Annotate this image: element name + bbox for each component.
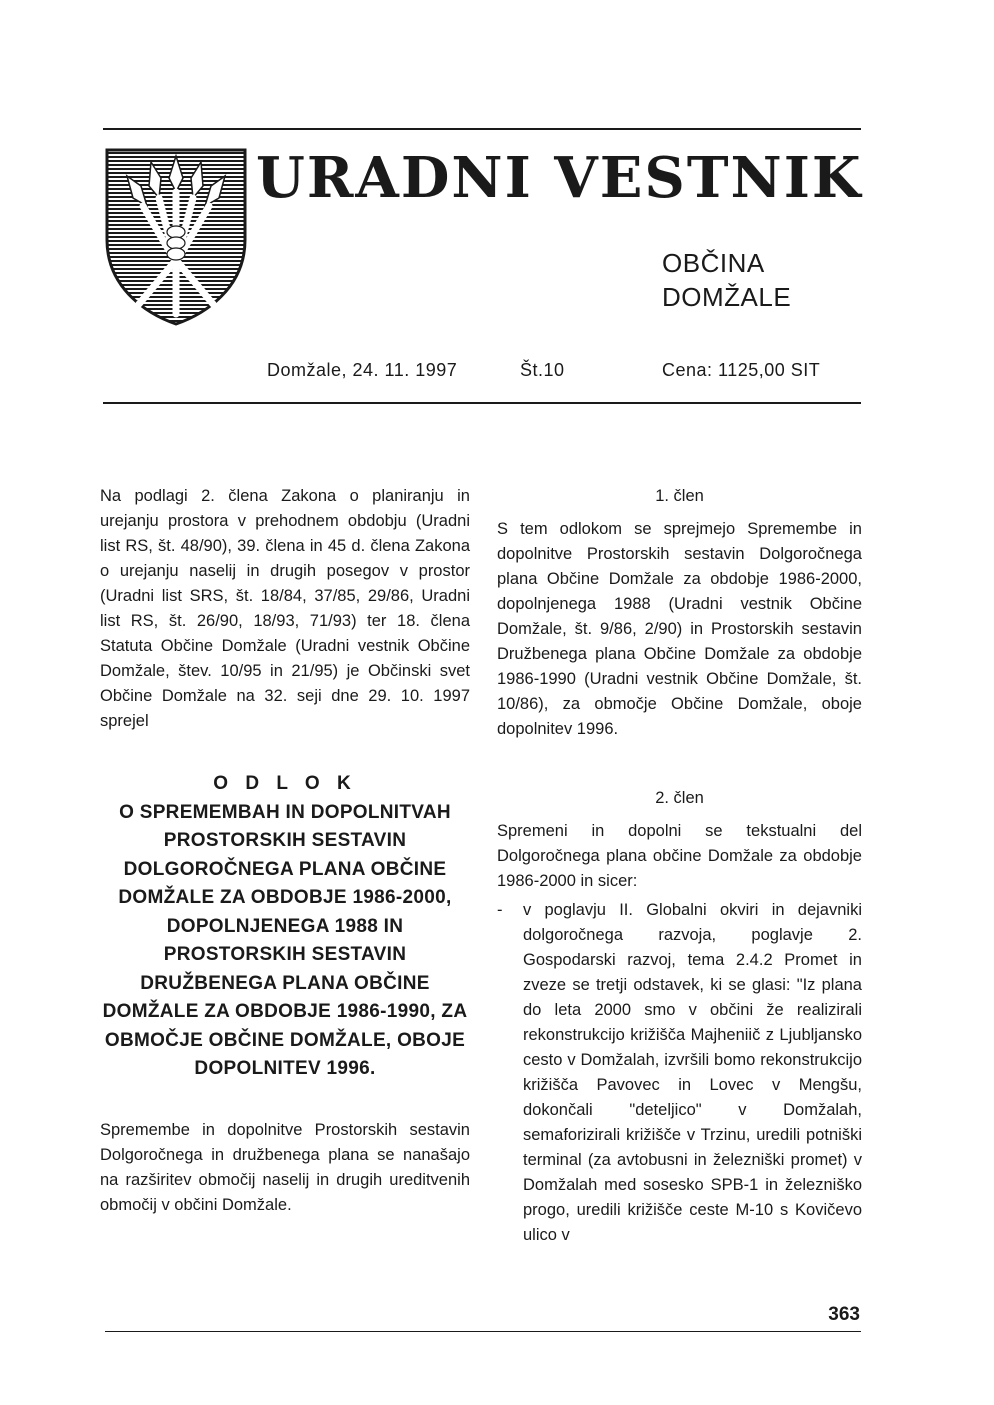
article-1-heading: 1. člen <box>655 487 704 505</box>
page-number: 363 <box>828 1304 860 1325</box>
list-dash: - <box>497 901 503 919</box>
top-rule <box>103 128 861 130</box>
decree-title-word: O D L O K <box>213 773 357 794</box>
header-bottom-rule <box>103 402 861 404</box>
article-1-text: S tem odlokom se sprejmejo Spremembe in dopolnitve Prostorskih sestavin Dolgoročnega plana Občine Domžale za obdobje 1986-2000, dopolnjenega 1988 (Uradni vestnik Občine Domžale, št. 9/86, 2/90) in Prostorskih sestavin Družbenega plana Občine Domžale za obdobje 1986-1990 (Uradni vestnik Občine Domžale, št. 10/86), za območje Občine Domžale, oboje dopolnitev 1996. <box>497 520 862 738</box>
masthead-title: URADNI VESTNIK <box>256 145 863 211</box>
scope-paragraph: Spremembe in dopolnitve Prostorskih sestavin Dolgoročnega in družbenega plana se nanašajo na razširitev območij naselij in drugih ureditvenih območij v občini Domžale. <box>100 1120 470 1214</box>
right-column <box>497 484 862 1248</box>
article-2-text: Spremeni in dopolni se tekstualni del Dolgoročnega plana občine Domžale za obdobje 1986-2000 in sicer: <box>497 822 862 890</box>
intro-paragraph: Na podlagi 2. člena Zakona o planiranju in urejanju prostora v prehodnem obdobju (Uradni list RS, št. 48/90), 39. člena in 45 d. člena Zakona o urejanju naselij in drugih posegov v prostor (Uradni list SRS, št. 18/84, 37/85, 29/86, Uradni list RS, št. 26/90, 18/93, 71/93) ter 18. člena Statuta Občine Domžale (Uradni vestnik Občine Domžale, štev. 10/95 in 21/95) je Občinski svet Občine Domžale na 32. seji dne 29. 10. 1997 sprejel <box>100 487 470 730</box>
masthead-subtitle-line1: OBČINA <box>662 248 765 278</box>
decree-title-body: O SPREMEMBAH IN DOPOLNITVAH PROSTORSKIH SESTAVIN DOLGOROČNEGA PLANA OBČINE DOMŽALE ZA OBDOBJE 1986-2000, DOPOLNJENEGA 1988 IN PROSTORSKIH SESTAVIN DRUŽBENEGA PLANA OBČINE DOMŽALE ZA OBDOBJE 1986-1990, ZA OBMOČJE OBČINE DOMŽALE, OBOJE DOPOLNITEV 1996. <box>102 801 468 1079</box>
issue-number: Št.10 <box>520 360 565 380</box>
footer-rule <box>105 1331 861 1332</box>
masthead-subtitle <box>662 246 862 314</box>
issue-date: Domžale, 24. 11. 1997 <box>267 360 458 380</box>
list-item-text: v poglavju II. Globalni okviri in dejavniki dolgoročnega razvoja, poglavje 2. Gospodarski razvoj, tema 2.4.2 Promet in zveze se tretji odstavek, ki se glasi: "Iz plana do leta 2000 smo v občini že realizirali rekonstrukcijo križišča Majheniič z Ljubljansko cesto v Domžalah, izvršili bomo rekonstrukcijo križišča Pavovec in Lovec v Mengšu, dokončali "deteljico" v Domžalah, semaforizirali križišče v Trzinu, uredili potniški terminal (za avtobusni in železniški promet) v Domžalah med sosesko SPB-1 in železniško progo, uredili križišče ceste M-10 s Kovičevo ulico v <box>523 901 862 1244</box>
left-column <box>100 484 470 1218</box>
decree-title <box>100 770 470 1084</box>
issue-price: Cena: 1125,00 SIT <box>662 360 821 380</box>
article-2-heading: 2. člen <box>655 789 704 807</box>
coat-of-arms-wheat-icon <box>105 148 247 326</box>
list-item <box>497 898 862 1248</box>
masthead-subtitle-line2: DOMŽALE <box>662 282 792 312</box>
